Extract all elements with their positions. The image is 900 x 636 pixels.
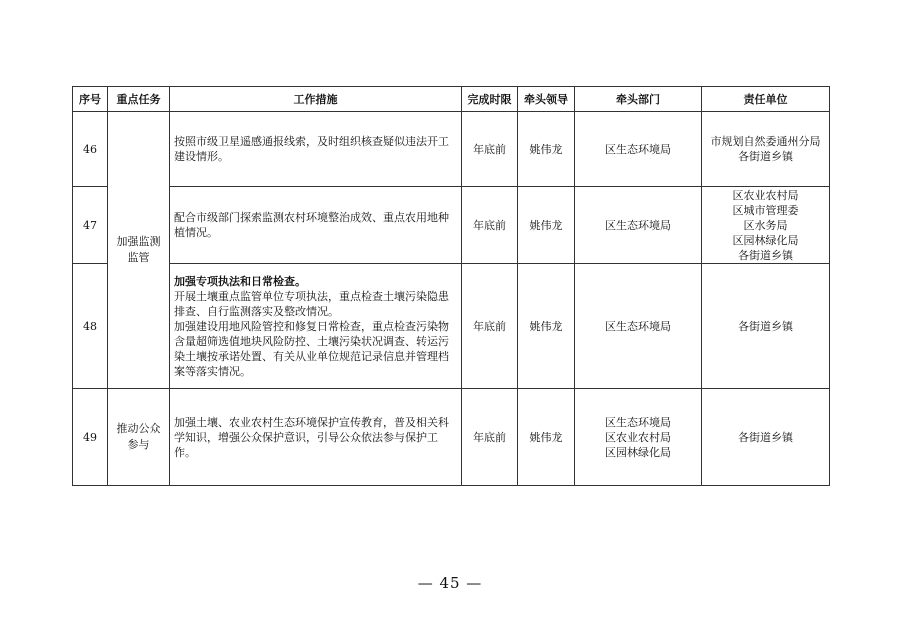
unit-name: 各街道乡镇	[738, 430, 793, 444]
measure-title: 加强专项执法和日常检查。	[174, 274, 306, 288]
measure-cell	[170, 389, 462, 486]
measure-line: 配合市级部门探索监测农村环境整治成效、重点农用地种	[174, 211, 449, 224]
deadline-cell: 年底前	[462, 112, 518, 187]
leader-cell: 姚伟龙	[518, 112, 575, 187]
table-row	[73, 187, 830, 264]
dept-cell	[575, 389, 702, 486]
units-cell	[702, 112, 830, 187]
header-dept: 牵头部门	[575, 87, 702, 112]
task-label: 加强监测监管	[116, 235, 161, 264]
row-number: 48	[73, 264, 108, 389]
table-row	[73, 264, 830, 389]
measure-line: 按照市级卫星遥感通报线索，及时组织核查疑似违法开工	[174, 135, 449, 148]
row-number: 47	[73, 187, 108, 264]
unit-name: 市规划自然委通州分局	[710, 135, 821, 148]
units-cell	[702, 187, 830, 264]
unit-name: 各街道乡镇	[738, 150, 793, 163]
header-row	[73, 87, 830, 112]
leader-cell: 姚伟龙	[518, 389, 575, 486]
task-label: 推动公众参与	[116, 422, 161, 451]
table-row	[73, 389, 830, 486]
dept-name: 区生态环境局	[605, 415, 671, 429]
measure-cell	[170, 187, 462, 264]
dept-cell	[575, 264, 702, 389]
measure-line: 含量超筛选值地块风险防控、土壤污染状况调查、转运污	[174, 334, 449, 348]
units-cell	[702, 264, 830, 389]
measure-cell	[170, 112, 462, 187]
measure-line: 案等落实情况。	[174, 364, 251, 378]
measure-line: 染土壤按承诺处置、有关从业单位规范记录信息并管理档	[174, 349, 449, 363]
task-table	[72, 86, 830, 486]
measure-line: 建设情形。	[174, 150, 229, 163]
unit-name: 区园林绿化局	[732, 233, 799, 247]
header-deadline: 完成时限	[462, 87, 518, 112]
page-number: — 45 —	[417, 574, 483, 592]
measure-line: 加强土壤、农业农村生态环境保护宣传教育，普及相关科	[174, 415, 449, 429]
header-no: 序号	[73, 87, 108, 112]
measure-line: 排查、自行监测落实及整改情况。	[174, 304, 339, 318]
header-leader: 牵头领导	[518, 87, 575, 112]
leader-cell: 姚伟龙	[518, 264, 575, 389]
header-measure: 工作措施	[170, 87, 462, 112]
header-units: 责任单位	[702, 87, 830, 112]
deadline-cell: 年底前	[462, 187, 518, 264]
unit-name: 各街道乡镇	[738, 319, 793, 333]
row-number: 49	[73, 389, 108, 486]
dept-name: 区生态环境局	[605, 319, 671, 333]
measure-line: 加强建设用地风险管控和修复日常检查，重点检查污染物	[174, 319, 449, 333]
task-group-public	[108, 389, 170, 486]
leader-cell: 姚伟龙	[518, 187, 575, 264]
dept-name: 区园林绿化局	[605, 445, 671, 459]
dept-name: 区农业农村局	[605, 430, 671, 444]
unit-name: 区城市管理委	[732, 203, 799, 217]
units-cell	[702, 389, 830, 486]
measure-line: 植情况。	[174, 226, 218, 239]
dept-name: 区生态环境局	[605, 218, 671, 232]
measure-line: 学知识，增强公众保护意识，引导公众依法参与保护工作。	[174, 430, 438, 459]
dept-cell	[575, 187, 702, 264]
table-row	[73, 112, 830, 187]
unit-name: 各街道乡镇	[738, 248, 793, 262]
dept-name: 区生态环境局	[605, 142, 671, 156]
row-number: 46	[73, 112, 108, 187]
unit-name: 区水务局	[743, 218, 788, 232]
task-group-monitor	[108, 112, 170, 389]
dept-cell	[575, 112, 702, 187]
measure-line: 开展土壤重点监管单位专项执法，重点检查土壤污染隐患	[174, 289, 449, 303]
header-task: 重点任务	[108, 87, 170, 112]
measure-cell	[170, 264, 462, 389]
deadline-cell: 年底前	[462, 264, 518, 389]
unit-name: 区农业农村局	[732, 188, 799, 202]
deadline-cell: 年底前	[462, 389, 518, 486]
